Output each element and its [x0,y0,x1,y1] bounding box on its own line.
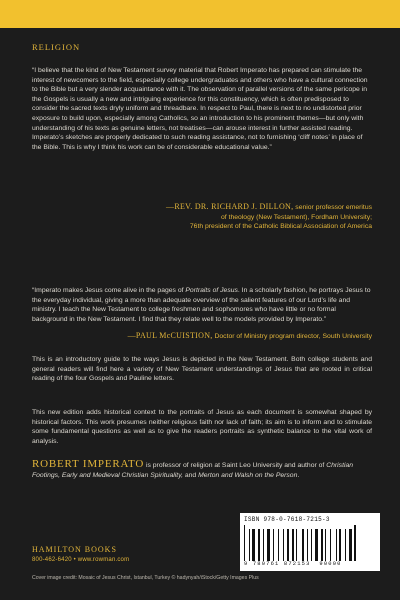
barcode-bar [319,529,320,561]
barcode-bar [307,529,308,561]
barcode-bar [285,529,286,561]
barcode-bar [278,529,279,561]
author-name: ROBERT IMPERATO [32,458,145,470]
description-paragraph-1: This is an introductory guide to the ways Jesus is depicted in the New Testament. Both college students and general readers will find here a variety of New Testament understandings of Jesus that are rooted in critical reading of the four Gospels and Pauline letters. [32,356,372,383]
description-paragraph-2: This new edition adds historical context to the portraits of Jesus as each document is somewhat shaped by historical factors. This work presumes neither religious faith nor lack of faith; its aim is to inform and to stimulate some fundamental questions as well as to give the readers portraits as synthetic balance to the vital work of analysis. [32,409,372,445]
barcode-bar [271,529,272,561]
author-book-1: Christian Footings, Early and Medieval Christian Spirituality, [32,462,354,479]
barcode-bar [313,529,314,561]
barcode-bar [345,529,346,561]
endorser-title-1b: of theology (New Testament), Fordham University; [221,213,372,221]
barcode-price-code: 90000 [319,561,342,567]
endorser-name-1: —REV. DR. RICHARD J. DILLON, [166,202,294,211]
endorsement-quote-2 [32,286,372,324]
barcode-bar [353,529,354,561]
barcode-bar [246,525,248,561]
publisher-name: HAMILTON BOOKS [32,545,117,554]
endorser-title-2: Doctor of Ministry program director, South University [212,333,372,340]
quote-2-part-a: “Imperato makes Jesus come alive in the pages of [32,287,186,294]
author-bio-text-c: . [297,471,300,479]
barcode-bar [339,529,341,561]
barcode-bar [244,525,245,561]
barcode-bar [292,529,294,561]
barcode-bar [298,529,301,561]
category-label: RELIGION [32,42,81,52]
endorser-title-1a: senior professor emeritus [293,204,372,211]
barcode-bar [263,529,264,561]
barcode-bar [349,529,352,561]
barcode-bar [336,529,337,561]
barcode-bar [338,529,339,561]
barcode-bar [275,529,277,561]
barcode-digits-text: 9 780761 872153 [244,561,311,567]
author-bio-text-a: is professor of religion at Saint Leo University and author of [144,462,327,469]
barcode-bar [283,529,284,561]
endorser-title-1c: 76th president of the Catholic Biblical Association of America [189,223,372,231]
barcode-bar [296,529,297,561]
publisher-contact: 800-462-6420 • www.rowman.com [32,557,130,563]
barcode-bar [252,529,255,561]
isbn-number: ISBN 978-0-7618-7215-3 [244,516,330,523]
endorser-name-2: —PAUL McCUISTION, [127,331,213,340]
barcode-bar [330,529,331,561]
barcode-bar [302,529,304,561]
barcode-bar [327,529,329,561]
barcode-bar [251,529,252,561]
barcode-bar [256,529,257,561]
author-bio [32,460,377,480]
barcode-bar [324,529,325,561]
barcode-bar [357,525,358,561]
barcode-bar [315,529,318,561]
barcode-bar [273,529,274,561]
barcode-bar [325,529,326,561]
barcode-bar [309,529,311,561]
quote-2-book-title: Portraits of Jesus [185,287,238,294]
barcode-bar [321,529,323,561]
barcode-bar [280,529,283,561]
barcode-bar [261,529,262,561]
barcode-bar [249,529,250,561]
endorsement-quote-1: “I believe that the kind of New Testament survey material that Robert Imperato has prepared can stimulate the interest of newcomers to the field, especially college undergraduates and others who have a cultural connection to the Bible but a very slender acquaintance with it. The observation of parallel versions of the same pericope in the Gospels is usually a new and intriguing experience for this constituency, which is often predisposed to consider the sacred texts dryly uniform and threadbare. In respect to Paul, there is next to no undistorted prior exposure to build upon, especially among Catholics, so an introduction to his prominent themes—but only with understanding of his texts as genuine letters, not treatises—can arouse interest in further assisted reading. Imperato’s sketches are properly dedicated to such reading assistance, not to furnishing ‘cliff notes’ in place of the Bible. This is why I think his work can be of considerable educational value.” [32,67,368,151]
endorsement-attribution-2 [42,331,372,342]
barcode-bar [267,529,270,561]
author-bio-text-b: and [182,471,199,479]
top-color-band [0,0,400,28]
barcode-bars [244,525,376,561]
barcode-bar [332,529,335,561]
barcode-bar [287,529,289,561]
barcode-bar [305,529,306,561]
barcode-bar [295,529,296,561]
barcode-digits [244,561,376,567]
cover-image-credit: Cover image credit: Mosaic of Jesus Christ, Istanbul, Turkey © hadynyah/iStock/Getty Images Plus [32,575,259,581]
barcode-bar [258,529,260,561]
barcode-bar [265,529,267,561]
isbn-barcode [240,513,380,571]
barcode-bar [347,529,348,561]
author-book-2: Merton and Walsh on the Person [198,471,298,479]
barcode-bar [311,529,312,561]
quote-2-part-b: . In a scholarly fashion, he portrays Jesus to the everyday individual, giving a more than adequate overview of the salient features of our Lord’s life and ministry. I teach the New Testament to college freshmen and sophomores who have little or no formal background in the New Testament. I find that they relate well to the models provided by Imperato.” [32,287,371,323]
barcode-bar [354,525,356,561]
endorsement-attribution-1 [42,202,372,232]
barcode-bar [290,529,291,561]
barcode-bar [342,529,344,561]
